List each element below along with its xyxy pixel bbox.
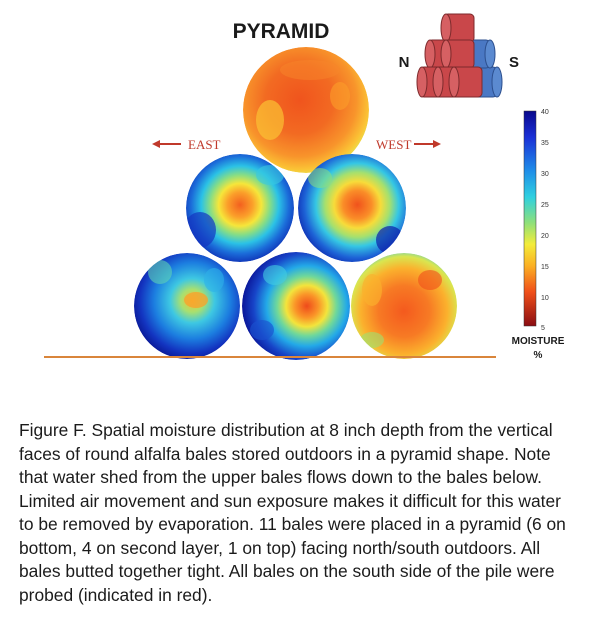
west-direction xyxy=(376,137,441,152)
bale-bottom-right xyxy=(351,253,457,359)
colorbar-gradient xyxy=(524,111,536,326)
arrow-right-icon xyxy=(433,140,441,148)
colorbar-tick: 20 xyxy=(541,233,549,240)
bale-bottom-middle xyxy=(242,252,350,360)
bale-bottom-left xyxy=(134,253,240,359)
colorbar-tick: 15 xyxy=(541,264,549,271)
bale-middle-left xyxy=(184,154,294,262)
east-label: EAST xyxy=(188,137,221,152)
colorbar-tick: 40 xyxy=(541,109,549,116)
bale-middle-right xyxy=(298,154,406,262)
bale-stack-icon xyxy=(417,14,502,97)
colorbar-tick: 10 xyxy=(541,295,549,302)
colorbar-unit: % xyxy=(533,350,543,361)
arrow-left-icon xyxy=(152,140,160,148)
figure-caption: Figure F. Spatial moisture distribution at 8 inch depth from the vertical faces of round alfalfa bales stored outdoors in a pyramid shape. Note that water shed from the upper bales flows down to the bales below. Limited air movement and sun exposure makes it difficult for this water to be removed by evaporation. 11 bales were placed in a pyramid (6 on bottom, 4 on second layer, 1 on top) facing north/south outdoors. All bales butted together tight. All bales on the south side of the pile were probed (indicated in red). xyxy=(19,420,566,605)
compass-south-label: S xyxy=(508,54,520,71)
colorbar-tick: 35 xyxy=(541,140,549,147)
colorbar-label: MOISTURE xyxy=(511,336,565,347)
colorbar-tick: 25 xyxy=(541,202,549,209)
compass-north-label: N xyxy=(398,54,410,71)
moisture-colorbar xyxy=(512,109,565,361)
east-direction xyxy=(152,137,221,152)
figure-title: PYRAMID xyxy=(232,20,330,43)
colorbar-tick: 5 xyxy=(541,325,545,332)
colorbar-tick: 30 xyxy=(541,171,549,178)
west-label: WEST xyxy=(376,137,412,152)
